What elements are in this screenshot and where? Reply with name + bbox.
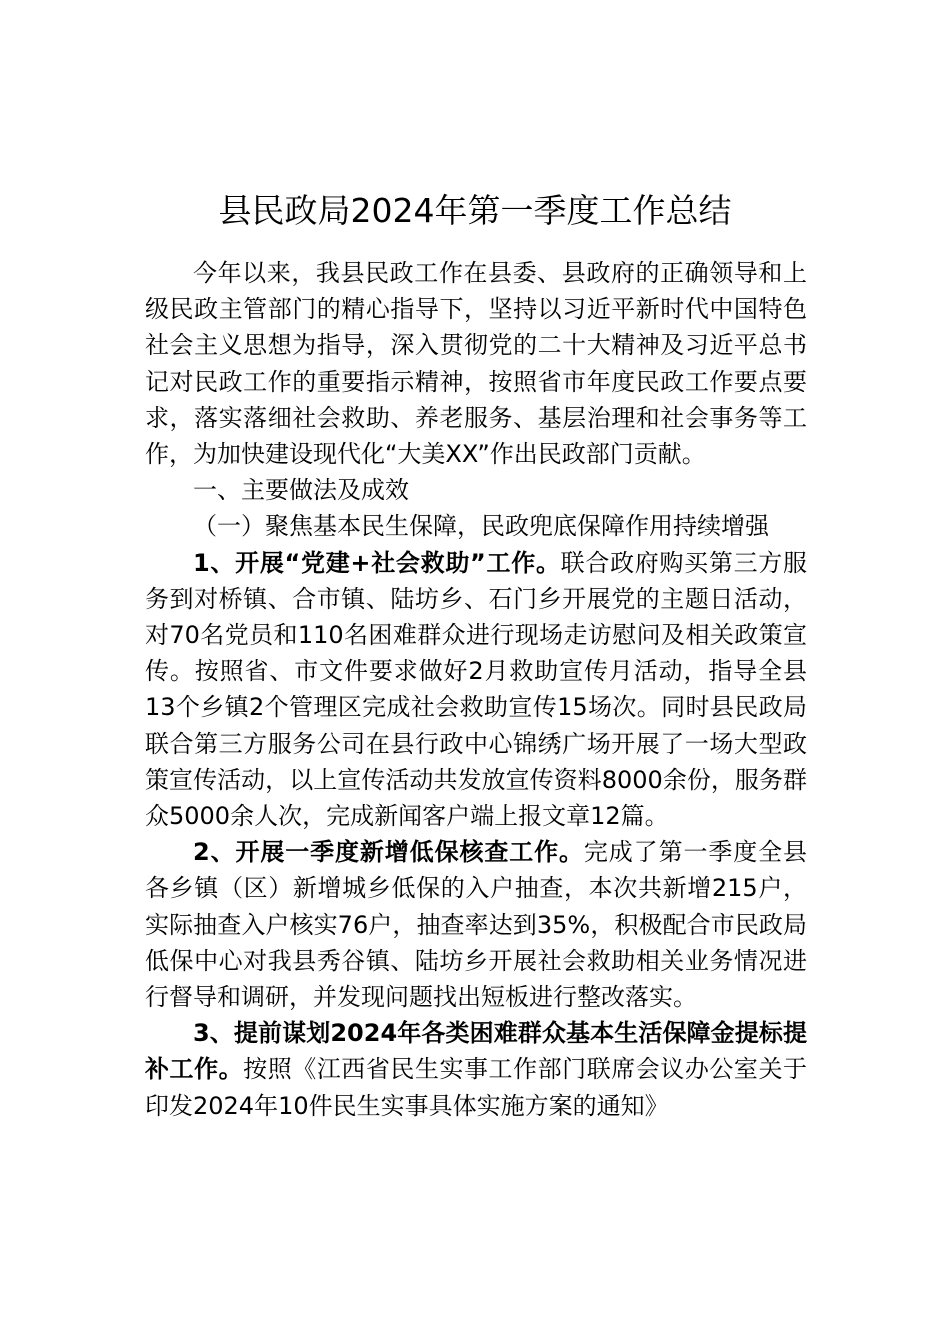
paragraph-text: （一）聚焦基本民生保障，民政兜底保障作用持续增强 bbox=[193, 512, 769, 541]
paragraph-text: 一、主要做法及成效 bbox=[193, 476, 409, 505]
paragraph-text: 今年以来，我县民政工作在县委、县政府的正确领导和上级民政主管部门的精心指导下，坚持以习近平新时代中国特色社会主义思想为指导，深入贯彻党的二十大精神及习近平总书记对民政工作的重要指示精神，按照省市年度民政工作要点要求，落实落细社会救助、养老服务、基层治理和社会事务等工作，为加快建设现代化“大美XX”作出民政部门贡献。 bbox=[145, 259, 807, 469]
paragraph-item-3 bbox=[145, 1015, 807, 1124]
document-body bbox=[145, 255, 807, 1124]
paragraph-intro bbox=[145, 255, 807, 472]
paragraph-item-2 bbox=[145, 834, 807, 1015]
paragraph-item-1 bbox=[145, 545, 807, 835]
paragraph-text: 联合政府购买第三方服务到对桥镇、合市镇、陆坊乡、石门乡开展党的主题日活动，对70名党员和110名困难群众进行现场走访慰问及相关政策宣传。按照省、市文件要求做好2月救助宣传月活动，指导全县13个乡镇2个管理区完成社会救助宣传15场次。同时县民政局联合第三方服务公司在县行政中心锦绣广场开展了一场大型政策宣传活动，以上宣传活动共发放宣传资料8000余份，服务群众5000余人次，完成新闻客户端上报文章12篇。 bbox=[145, 548, 808, 831]
paragraph-text: 按照《江西省民生实事工作部门联席会议办公室关于印发2024年10件民生实事具体实施方案的通知》 bbox=[145, 1055, 808, 1120]
document-title: 县民政局2024年第一季度工作总结 bbox=[218, 191, 732, 231]
paragraph-text: 完成了第一季度全县各乡镇（区）新增城乡低保的入户抽查，本次共新增215户，实际抽查入户核实76户，抽查率达到35%，积极配合市民政局低保中心对我县秀谷镇、陆坊乡开展社会救助相关业务情况进行督导和调研，并发现问题找出短板进行整改落实。 bbox=[145, 838, 808, 1012]
section-heading bbox=[145, 472, 807, 508]
paragraph-lead: 3、提前谋划2024年各类困难群众基本生活保障金提标提补工作。 bbox=[145, 1019, 807, 1084]
subsection-heading bbox=[145, 508, 807, 544]
paragraph-lead: 1、开展“党建+社会救助”工作。 bbox=[193, 548, 561, 577]
paragraph-lead: 2、开展一季度新增低保核查工作。 bbox=[193, 838, 584, 867]
